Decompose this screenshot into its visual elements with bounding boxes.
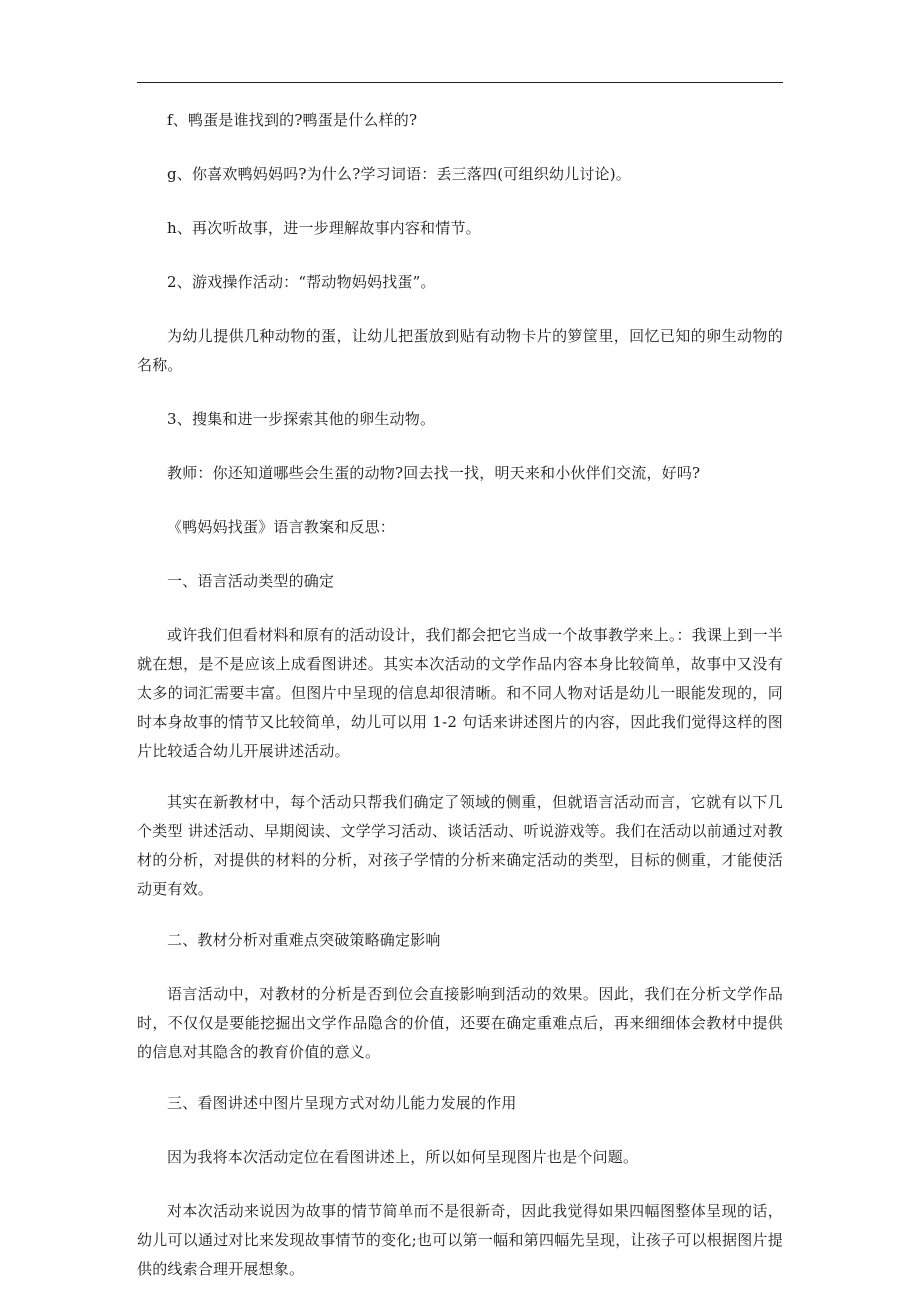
paragraph-teacher-question: 教师：你还知道哪些会生蛋的动物?回去找一找，明天来和小伙伴们交流，好吗? xyxy=(167,464,701,482)
paragraph-f: f、鸭蛋是谁找到的?鸭蛋是什么样的? xyxy=(167,111,418,129)
paragraph-collect-explore: 3、搜集和进一步探索其他的卵生动物。 xyxy=(167,410,436,428)
header-rule xyxy=(137,82,783,83)
paragraph-h: h、再次听故事，进一步理解故事内容和情节。 xyxy=(167,219,481,237)
paragraph-game-description: 为幼儿提供几种动物的蛋，让幼儿把蛋放到贴有动物卡片的箩筐里，回忆已知的卵生动物的名称。 xyxy=(137,327,783,374)
paragraph-section-3-a: 因为我将本次活动定位在看图讲述上，所以如何呈现图片也是个问题。 xyxy=(167,1148,639,1166)
paragraph-g: g、你喜欢鸭妈妈吗?为什么?学习词语：丢三落四(可组织幼儿讨论)。 xyxy=(167,165,631,183)
paragraph-section-3-b: 对本次活动来说因为故事的情节简单而不是很新奇，因此我觉得如果四幅图整体呈现的话，幼儿可以通过对比来发现故事情节的变化;也可以第一幅和第四幅先呈现，让孩子可以根据图片提供的线索合理开展想象。 xyxy=(137,1202,783,1278)
section-heading-2: 二、教材分析对重难点突破策略确定影响 xyxy=(167,931,441,949)
paragraph-section-1-b: 其实在新教材中，每个活动只帮我们确定了领域的侧重，但就语言活动而言，它就有以下几个类型 讲述活动、早期阅读、文学学习活动、谈话活动、听说游戏等。我们在活动以前通过对教材的分析，对提供的材料的分析，对孩子学情的分析来确定活动的类型，目标的侧重，才能使活动更有效。 xyxy=(137,793,783,898)
paragraph-game-activity: 2、游戏操作活动：“帮动物妈妈找蛋”。 xyxy=(167,273,436,291)
section-heading-3: 三、看图讲述中图片呈现方式对幼儿能力发展的作用 xyxy=(167,1094,517,1112)
document-body xyxy=(137,106,783,1309)
section-heading-1: 一、语言活动类型的确定 xyxy=(167,572,335,590)
paragraph-section-2: 语言活动中，对教材的分析是否到位会直接影响到活动的效果。因此，我们在分析文学作品时，不仅仅是要能挖掘出文学作品隐含的价值，还要在确定重难点后，再来细细体会教材中提供的信息对其隐含的教育价值的意义。 xyxy=(137,985,783,1061)
paragraph-section-1-a: 或许我们但看材料和原有的活动设计，我们都会把它当成一个故事教学来上。：我课上到一半就在想，是不是应该上成看图讲述。其实本次活动的文学作品内容本身比较简单，故事中又没有太多的词汇需要丰富。但图片中呈现的信息却很清晰。和不同人物对话是幼儿一眼能发现的，同时本身故事的情节又比较简单，幼儿可以用 1-2 句话来讲述图片的内容，因此我们觉得这样的图片比较适合幼儿开展讲述活动。 xyxy=(137,626,783,760)
paragraph-reflection-title: 《鸭妈妈找蛋》语言教案和反思： xyxy=(167,518,396,536)
